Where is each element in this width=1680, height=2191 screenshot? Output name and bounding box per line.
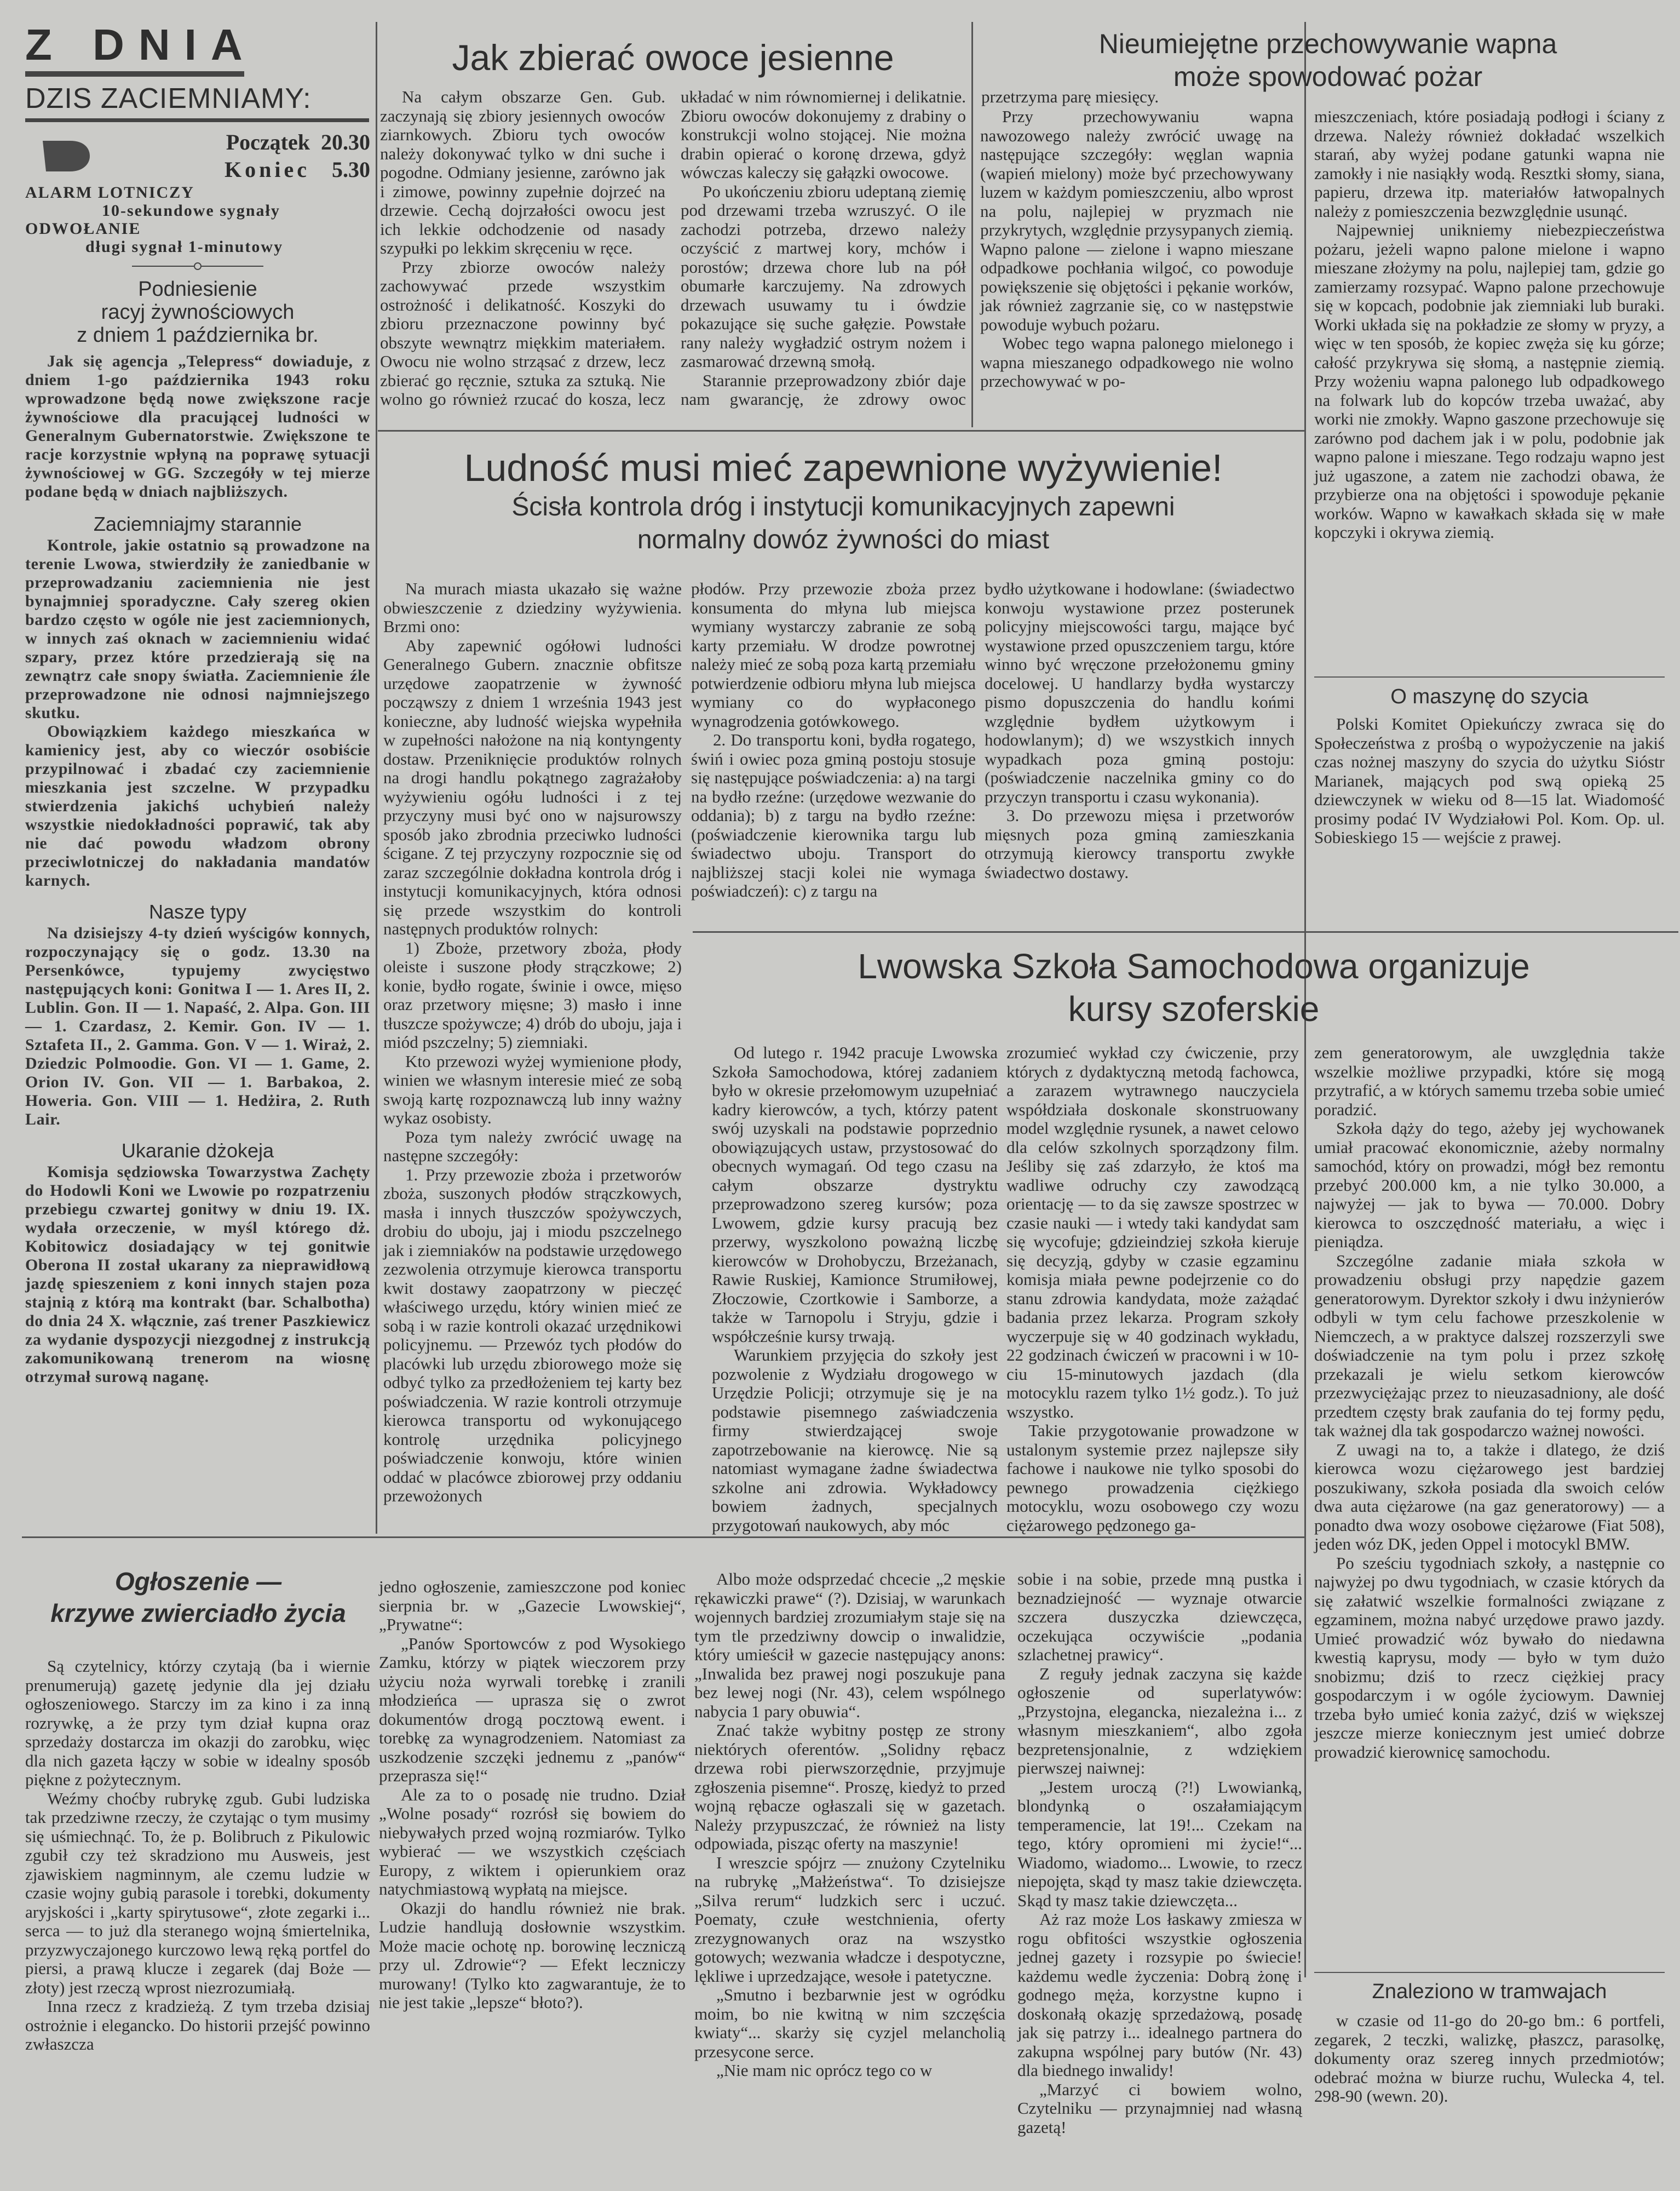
paragraph: I wreszcie spójrz — znużony Czytelniku na rubrykę „Małżeństwa“. To dzisiejsze „Silva rerum“ ludzkich serc i uczuć. Poematy, czułe westchnienia, oferty zrezygnowanych oraz na wszystko gotowych; wezwania władcze i despotyczne, lękliwe i uprzedzające, wesołe i patetyczne. (694, 1852, 1005, 1986)
ornament-divider (132, 262, 263, 270)
paragraph: zrozumieć wykład czy ćwiczenie, przy których z dydaktyczną metodą fachowca, a zarazem wytrawnego nauczyciela współdziała doskonale skonstruowany model względnie rysunek, a nawet celowo dla celów szkolnych sporządzony film. Jeśliby się zaś zdarzyło, że ktoś ma wadliwe odruchy czy zawodzącą orientację — to da się zawsze spostrzec w czasie nauki — i wtedy taki kandydat sam się wycofuje; gdzieindziej szkoła kieruje się decyzją, gdyby w czasie egzaminu komisja miała pewne podejrzenie co do stanu zdrowia kandydata, może zażądać badania przez lekarza. Program szkoły wyczerpuje się w 40 godzinach wykładu, 22 godzinach ćwiczeń w pracowni i w 10-ciu 15-minutowych jazdach (dla motocyklu razem tylko 1½ godz.). To już wszystko. (1006, 1043, 1299, 1421)
school-col-1 (712, 1043, 998, 1535)
found-body (1314, 2011, 1665, 2187)
paragraph: Inna rzecz z kradzieżą. Z tym trzeba dzisiaj ostrożnie i elegancko. Do historii przejść powinno zwłaszcza (25, 1997, 370, 2054)
blackout-title: Zaciemniajmy starannie (93, 513, 302, 535)
paragraph: „Jestem uroczą (?!) Lwowianką, blondynką o oszałamiającym temperamencie, lat 19!... Czekam na tego, który opromieni mi życie!“... Wiadomo, wiadomo... Lwowie, to rzecz niepojęta, skąd ty masz takie dziewczęta. Skąd ty masz takie dziewczęta... (1017, 1777, 1302, 1910)
title-line: kursy szoferskie (1068, 989, 1320, 1029)
rations-body (25, 352, 370, 501)
paragraph: Kontrole, jakie ostatnio są prowadzone na terenie Lwowa, stwierdziły że zaniedbanie w przeprowadzaniu zaciemnienia nie jest bynajmniej sporadyczne. Cały szereg okien bardzo często w ogóle nie jest zaciemnionych, w innych zaś oknach w zaciemnieniu widać szpary, przez które przedzierają się na zewnątrz całe snopy światła. Zaciemnienie źle przeprowadzone nie odnosi najmniejszego skutku. (25, 536, 370, 722)
rations-title (25, 278, 370, 347)
paragraph: mieszczeniach, które posiadają podłogi i ściany z drzewa. Należy również dokładać wszelkich starań, aby wyżej podane gatunki wapna nie zamokły i nie nasiąkły wodą. Resztki słomy, siana, papieru, drzewa itp. materiałów łatwopalnych należy z pomieszczenia bezwzględnie usunąć. (1314, 107, 1665, 221)
paragraph: „Panów Sportowców z pod Wysokiego Zamku, którzy w piątek wieczorem przy użyciu noża wyrwali torebkę i zranili młodzieńca — uprasza się o zwrot dokumentów drogą pocztową ewent. i torebkę za wynagrodzeniem. Natomiast za uszkodzenie szczęki jednemu z „panów“ przeprasza się!“ (379, 1633, 686, 1785)
paragraph: Są czytelnicy, którzy czytają (ba i wiernie prenumerują) gazetę jedynie dla jej działu ogłoszeniowego. Starczy im za kino i za inną rozrywkę, a że przy tym dział kupna oraz sprzedaży dostarcza im okazji do zarobku, więc dla nich gazeta łączy w sobie w idealny sposób piękne z pożytecznym. (25, 1656, 370, 1789)
tips-title: Nasze typy (148, 901, 247, 923)
paragraph: Aby zapewnić ogółowi ludności Generalnego Gubern. znacznie obfitsze urzędowe zaopatrzenie w żywność począwszy z dniem 1 września 1943 jest konieczne, aby ludność wiejska wypełniła w zupełności nałożone na nią kontyngenty dostaw. Przeniknięcie produktów rolnych na drogi handlu pokątnego zagrażałoby wyżywieniu ogółu ludności i z tej przyczyny musi być ono w najsurowszy sposób jako zbrodnia przeciwko ludności ścigane. Z tej przyczyny rozpocznie się od zaraz szczególnie dokładna kontrola dróg i instytucji komunikacyjnych, która odnosi się przede wszystkim do kontroli następnych produktów rolnych: (383, 635, 682, 938)
food-headline (383, 445, 1303, 576)
paragraph: Komisja sędziowska Towarzystwa Zachęty do Hodowli Koni we Lwowie po rozpatrzeniu przebiegu czwartej gonitwy w dniu 19. IX. wydała orzeczenie, w myśl którego dż. Kobitowicz dosiadający w tej gonitwie Oberona II został ukarany za nieprawidłową jazdę spieszeniem z koni innych stajen poza stajnią z którą ma kontrakt (bar. Schalbotha) do dnia 24 X. włącznie, zaś trener Paszkiewicz za wydanie dyspozycji niezgodnej z instrukcją zakomunikowaną trenerom na wiosnę otrzymał surową naganę. (25, 1163, 370, 1386)
title-line: Ogłoszenie — (114, 1567, 282, 1596)
food-subtitle-line: Ścisła kontrola dróg i instytucji komunikacyjnych zapewni (511, 492, 1175, 521)
paragraph: Szczególne zadanie miała szkoła w prowadzeniu obsługi przy napędzie gazem generatorowym. Dyrektor szkoły i dwu inżynierów odbyli w tym celu fachowe przeszkolenie w Niemczech, a w praktyce dalszej rozszerzyli swe doświadczenie na tym polu i przez szkołę przekazali je wielu setkom kierowców przezwyciężając przez to nieuzasadniony, ale dość przedtem częsty brak zaufania do tej formy pędu, tak ważnej dla tak gospodarczo ważnej nowości. (1314, 1251, 1665, 1440)
fruit-title: Jak zbierać owoce jesienne (452, 37, 894, 78)
blackout-body (25, 536, 370, 890)
school-col-2 (1006, 1043, 1299, 1535)
tips-body (25, 924, 370, 1129)
ads-title (25, 1565, 371, 1629)
paragraph: Ale za to o posadę nie trudno. Dział „Wolne posady“ rozrósł się bowiem do niebywałych przed wojną rozmiarów. Tylko wybierać — we wszystkich częściach Europy, z wiktem i opierunkiem oraz natychmiastową wypłatą na miejsce. (379, 1785, 686, 1899)
blackout-times (25, 129, 370, 183)
paragraph: Albo może odsprzedać chcecie „2 męskie rękawiczki prawe“ (?). Dzisiaj, w warunkach wojennych bardziej zrozumiałym staje się na tym tle przedziwny dowcip o inwalidzie, który umieścił w gazecie następujący anons: „Inwalida bez prawej nogi poszukuje pana bez lewej nogi (Nr. 43), celem wspólnego nabycia 1 pary obuwia“. (694, 1569, 1005, 1721)
section-title: Z DNIA (25, 20, 257, 69)
section-rule (378, 430, 1304, 432)
section-rule (22, 1536, 1304, 1538)
ads-col-2 (379, 1578, 686, 2188)
paragraph: Po ukończeniu zbioru udeptaną ziemię pod drzewami trzeba wzruszyć. O ile zachodzi potrzeba, drzewo należy oczyścić z martwej kory, mchów i porostów; drzewa chore lub na pół obumarłe karczujemy. Na zdrowych drzewach usuwamy tu i ówdzie pokazujące się suche gałęzie. Powstałe rany należy wygładzić ostrym nożem i zasmarować drzewną smołą. (681, 181, 966, 371)
cancel-label: ODWOŁANIE (25, 220, 141, 238)
paragraph: 1) Zboże, przetwory zboża, płody oleiste i suszone płody strączkowe; 2) konie, bydło rogate, świnie i owce, mięso oraz przetwory mięsne; 3) masło i inne tłuszcze spożywcze; 4) drób do uboju, jaja i miód pszczelny; 5) ziemniaki. (383, 938, 682, 1052)
paragraph: 2. Do transportu koni, bydła rogatego, świń i owiec poza gminą postoju stosuje się następujące poświadczenia: a) na targi na bydło rzeźne: (urzędowe wezwanie do oddania); b) z targu na bydło rzeźne: (poświadczenie kierownika targu lub świadectwo uboju. Transport do najbliższej stacji kolei nie wymaga poświadczeń): c) z targu na (691, 730, 976, 901)
lime-col-1 (980, 107, 1293, 426)
title-line: Lwowska Szkoła Samochodowa organizuje (858, 947, 1530, 986)
paragraph: Obowiązkiem każdego mieszkańca w kamienicy jest, aby co wieczór osobiście przypilnować i zbadać czy zaciemnienie mieszkania jest szczelne. W przypadku stwierdzenia jakichś uchybień należy wszystkie niedokładności poprawić, tak aby nie dać powodu władzom obrony przeciwlotniczej do nakładania mandatów karnych. (25, 722, 370, 890)
paragraph: 3. Do przewozu mięsa i przetworów mięsnych poza gminą zamieszkania otrzymują kierowcy transportu zwykłe świadectwo dostawy. (985, 806, 1294, 882)
ads-col-4 (1017, 1570, 1302, 2189)
title-line: krzywe zwierciadło życia (50, 1599, 346, 1627)
section-rule (1314, 676, 1665, 678)
left-column (25, 22, 370, 1531)
paragraph: 1. Przy przewozie zboża i przetworów zboża, suszonych płodów strączkowych, masła i innych tłuszczów spożywczych, drobiu do uboju, jaj i miodu pszczelnego jak i ziemniaków na podstawie urzędowego zezwolenia otrzymuje kierowca transportu kwit dostawy zaopatrzony w pieczęć właściwego urzędu, który winien mieć ze sobą i w razie kontroli okazać urzędnikowi policyjnemu. — Przewóz tych płodów do placówki lub urzędu zbiorowego może się odbyć tylko za przedłożeniem tej karty bez poświadczenia. W razie kontroli otrzymuje kierowca transportu od wykonującego kontrolę urzędnika policyjnego poświadczenie konwoju, które winien oddać w placówce zbiorowej przy oddaniu przewożonych (383, 1165, 682, 1505)
paragraph: Od lutego r. 1942 pracuje Lwowska Szkoła Samochodowa, której zadaniem było w okresie przełomowym uzupełniać kadry kierowców, a tych, którzy patent swój uzyskali na podstawie poprzednio obowiązujących ustaw, przystosować do obecnych wymagań. Od tego czasu na całym obszarze dystryktu przeprowadzono szereg kursów; poza Lwowem, gdzie kursy pracują bez przerwy, wyszkolono poważną liczbę kierowców w Drohobyczu, Brzeżanach, Rawie Ruskiej, Kamionce Strumiłowej, Złoczowie, Czortkowie i Samborze, a także w Tarnopolu i Stryju, gdzie i współcześnie kursy trwają. (712, 1043, 998, 1346)
food-col-2 (691, 580, 976, 925)
school-title (712, 945, 1676, 1030)
paragraph: Z reguły jednak zaczyna się każde ogłoszenie od superlatywów: „Przystojna, elegancka, niezależna i... z własnym mieszkaniem“, albo zgoła bezpretensjonalnie, z wdziękiem pierwszej naiwnej: (1017, 1664, 1302, 1777)
paragraph: „Nie mam nic oprócz tego co w (716, 2061, 933, 2080)
column-rule (376, 22, 377, 1534)
paragraph: jedno ogłoszenie, zamieszczone pod koniec sierpnia br. w „Gazecie Lwowskiej“, „Prywatne“: (379, 1577, 686, 1634)
food-title: Ludność musi mieć zapewnione wyżywienie! (464, 446, 1223, 489)
school-col-3 (1314, 1043, 1665, 1969)
cancel-signal: długi sygnał 1-minutowy (85, 238, 284, 256)
paragraph: Jak się agencja „Telepress“ dowiaduje, z dniem 1-go października 1943 roku wprowadzone będą nowe zwiększone racje żywnościowe dla pracującej ludności w Generalnym Gubernatorstwie. Zwiększone te racje korzystnie wpłyną na poprawę sytuacji żywnościowej w GG. Szczegóły w tej mierze podane będą w dniach najbliższych. (25, 352, 370, 501)
paragraph: Na całym obszarze Gen. Gub. zaczynają się zbiory jesiennych owoców ziarnkowych. Zbioru tych owoców należy dokonywać tylko w dni suche i pogodne. Odmiany jesienne, zarówno jak i zimowe, powinny zupełnie dojrzeć na drzewie. Cechą dojrzałości owocu jest ich lekkie odchodzenie od nasady szypułki po lekkim skręceniu w ręce. (380, 87, 665, 257)
paragraph: Polski Komitet Opiekuńczy zwraca się do Społeczeństwa z prośbą o wypożyczenie na jakiś czas nożnej maszyny do szycia do użytku Sióstr Marianek, mających pod swą opieką 25 dziewczynek w wieku od 8—15 lat. Wiadomość prosimy podać IV Wydziałowi Pol. Kom. Op. ul. Sobieskiego 15 — wejście z prawej. (1314, 714, 1665, 847)
paragraph: Najpewniej unikniemy niebezpieczeństwa pożaru, jeżeli wapno palone mielone i wapno mieszane złożymy na polu, najlepiej tam, gdzie go zamierzamy rozsypać. Wapno palone przechowuje się w kopcach, podobnie jak ziemniaki lub buraki. Worki układa się na pokładzie ze słomy w pryzy, a więc w ten sposób, że kopiec zwęża się ku górze; całość przykrywa się słomą, a następnie ziemią. Przy wożeniu wapna palonego lub odpadkowego na folwark lub do kopców trzeba uważać, aby worki nie zmokły. Wapno gaszone przechowuje się zarówno pod dachem jak i w polu, podobnie jak wapno palone i mieszane. Tego rodzaju wapno jest już ugaszone, a zatem nie zachodzi obawa, że przybierze ona na objętości i spowoduje pękanie worków. Wapno w kawałkach składa się w małe kopczyki i okrywa ziemią. (1314, 220, 1665, 542)
jockey-title: Ukaranie dżokeja (121, 1139, 274, 1162)
ads-col-1 (25, 1657, 370, 2188)
title-line: może spowodować pożar (1173, 61, 1483, 92)
end-time: 5.30 (332, 157, 370, 182)
paragraph: Przy zbiorze owoców należy zachowywać przede wszystkim ostrożność i delikatność. Koszyki do zbioru przeznaczone powinny być obszyte wewnątrz miękkim materiałem. Owocu nie wolno strząsać z drzew, lecz zbierać go ręcznie, sztuka za sztuką. Nie wolno go również rzucać do kosza, lecz układać w nim równomiernej i delikatnie. Zbioru owoców dokonujemy z drabiny o konstrukcji wolno stojącej. Nie można drabin opierać o koronę drzewa, gdyż wówczas kaleczy się gałązki owocowe. (380, 87, 966, 409)
paragraph: Szkoła dąży do tego, ażeby jej wychowanek umiał pracować ekonomicznie, ażeby normalny samochód, który on prowadzi, mógł bez remontu przebyć 200.000 km, a nie tylko 30.000, a najwyżej — jak to bywa — 70.000. Dobry kierowca to oszczędność materiału, a więc i pieniądza. (1314, 1119, 1665, 1251)
jockey-body (25, 1163, 370, 1386)
paragraph: Przy przechowywaniu wapna nawozowego należy zwrócić uwagę na następujące szczegóły: węglan wapnia (wapień mielony) może być przechowywany luzem w każdym pomieszczeniu, albo wprost na polu, najlepiej w pryzmach nie przykrytych, względnie przysypanych ziemią. Wapno palone — zielone i wapno mieszane odpadkowe pochłania wilgoć, co powoduje powiększenie się objętości i pękanie worków, jak również zagrzanie się, co w następstwie powoduje wybuch pożaru. (980, 107, 1293, 334)
end-label: Koniec (225, 157, 310, 182)
title-line: Podniesienie (138, 278, 257, 301)
section-rule (693, 931, 1678, 933)
heading-bar (25, 118, 369, 122)
paragraph: Starannie przeprowadzony zbiór daje nam gwarancję, że zdrowy owoc przetrzyma parę miesięcy. (681, 87, 1159, 409)
title-line: z dniem 1 października br. (77, 324, 319, 347)
lime-col-2 (1314, 107, 1665, 672)
start-time: 20.30 (321, 130, 370, 154)
alarm-label: ALARM LOTNICZY (25, 183, 194, 202)
paragraph: Okazji do handlu również nie brak. Ludzie handlują dosłownie wszystkim. Może macie ochotę np. borowinę leczniczą przy ul. Zdrowie“? — Efekt leczniczy murowany! (Tylko kto zagwarantuje, że to nie jest takie „lepsze“ błoto?). (379, 1898, 686, 2012)
paragraph: Takie przygotowanie prowadzone w ustalonym systemie przez najlepsze siły fachowe i naukowe nie tylko sposobi do pewnego prowadzenia ciężkiego motocyklu, wozu osobowego czy wozu ciężarowego pędzonego ga- (1006, 1421, 1299, 1535)
title-bar (25, 71, 244, 77)
paragraph: Warunkiem przyjęcia do szkoły jest pozwolenie z Wydziału drogowego w Urzędzie Policji; otrzymuje się je na podstawie pisemnego zaświadczenia firmy stwierdzającej swoje zapotrzebowanie na kierowcę. Nie są natomiast wymagane żadne świadectwa szkolne ani zdrowia. Wykładowcy bowiem żadnych, specjalnych przygotowań naukowych, aby móc (712, 1345, 998, 1535)
paragraph: „Smutno i bezbarwnie jest w ogródku moim, bo nie kwitną w nim szczęścia kwiaty“... skarży się cyzjel melancholią przesycone serce. (694, 1985, 1005, 2061)
section-rule (1314, 1972, 1665, 1973)
paragraph: Wobec tego wapna palonego mielonego i wapna mieszanego odpadkowego nie wolno przechowywać w po- (980, 334, 1293, 391)
paragraph: Na dzisiejszy 4-ty dzień wyścigów konnych, rozpoczynający się o godz. 13.30 na Persenkówce, typujemy zwycięstwo następujących koni: Gonitwa I — 1. Ares II, 2. Lublin. Gon. II — 1. Napaść, 2. Alpa. Gon. III — 1. Czardasz, 2. Kemir. Gon. IV — 1. Sztafeta II., 2. Gamma. Gon. V — 1. Wiraż, 2. Dziedzic Polmoodie. Gon. VI — 1. Game, 2. Orion IV. Gon. VII — 1. Barbakoa, 2. Howeria. Gon. VIII — 1. Hedżira, 2. Ruth Lair. (25, 924, 370, 1128)
lime-title (980, 27, 1676, 93)
paragraph: w czasie od 11-go do 20-go bm.: 6 portfeli, zegarek, 2 teczki, walizkę, płaszcz, parasolkę, dokumenty oraz szereg innych przedmiotów; odebrać można w biurze ruchu, Wulecka 4, tel. 298-90 (wewn. 20). (1314, 2011, 1665, 2106)
sewing-body (1314, 715, 1665, 926)
paragraph: Z uwagi na to, a także i dlatego, że dziś kierowca wozu ciężarowego jest bardziej poszukiwany, szkoła posiada dla swoich celów dwa auta ciężarowe (na gaz generatorowy) — a ponadto dwa wozy osobowe ciężarowe (Fiat 508), jeden wóz DK, jeden Oppel i motocykl BMW. (1314, 1439, 1665, 1553)
start-label: Początek (226, 130, 310, 154)
paragraph: Aż raz może Los łaskawy zmiesza w rogu obfitości wszystkie ogłoszenia jednej gazety i rozsypie po świecie! każdemu wedle życzenia: Dobrą żonę i godnego męża, korzystne kupno i doskonałą okazję sprzedażową, posadę jak się patrzy i... idealnego partnera do zakupna wspólnej pary butów (Nr. 43) dla biednego inwalidy! (1017, 1909, 1302, 2080)
paragraph: Poza tym należy zwrócić uwagę na następne szczegóły: (383, 1127, 682, 1165)
alarm-signal: 10-sekundowe sygnały (102, 202, 280, 220)
title-line: racyj żywnościowych (101, 301, 295, 324)
paragraph: „Marzyć ci bowiem wolno, Czytelniku — przynajmniej nad własną gazetą! (1017, 2079, 1302, 2137)
blackout-heading: DZIS ZACIEMNIAMY: (25, 83, 312, 114)
sewing-title: O maszynę do szycia (1390, 685, 1589, 708)
paragraph: sobie i na sobie, przede mną pustka i beznadziejność — wyznaje otwarcie szczera duszyczka dziewczęca, oczekująca oczywiście „podania szlachetnej prawicy“. (1017, 1569, 1302, 1664)
paragraph: płodów. Przy przewozie zboża przez konsumenta do młyna lub miejsca wymiany wystarczy zabranie ze sobą karty przemiału. W drodze powrotnej należy mieć ze sobą poza kartą przemiału potwierdzenie odbioru młyna lub miejsca wymiany co do wypłaconego wynagrodzenia gotówkowego. (691, 579, 976, 731)
title-line: Nieumiejętne przechowywanie wapna (1098, 28, 1557, 59)
food-subtitle-line: normalny dowóz żywności do miast (637, 525, 1050, 554)
paragraph: Po sześciu tygodniach szkoły, a następnie co najwyżej po dwu tygodniach, w czasie których da się załatwić wszelkie formalności związane z egzaminem, można nabyć urzędowe prawo jazdy. Umieć prowadzić wóz bywało do niedawna kwestią kaprysu, mody — było w tym dużo snobizmu; dziś to rzecz ciężkiej pracy gospodarczym i w ogóle życiowym. Dawniej trzeba było umieć konia zażyć, dziś w większej jeszcze mierze koniecznym jest umieć dobrze prowadzić kierownicę samochodu. (1314, 1553, 1665, 1762)
paragraph: bydło użytkowane i hodowlane: (świadectwo konwoju wystawione przez posterunek policyjny miejscowości targu, mające być wystawione przed opuszczeniem targu, które winno być wręczone przełożonemu gminy docelowej. U handlarzy bydła wystarczy pismo dopuszczenia do handlu końmi względnie bydłem użytkowym i hodowlanym); d) we wszystkich innych wypadkach poza gminą postoju: (poświadczenie naczelnika gminy co do przyczyn transportu i czasu wykonania). (985, 579, 1294, 806)
column-rule (971, 22, 973, 427)
paragraph: Kto przewozi wyżej wymienione płody, winien we własnym interesie mieć ze sobą swoją kartę rozpoznawczą lub inny ważny wykaz osobisty. (383, 1051, 682, 1127)
food-col-3 (985, 580, 1294, 925)
food-col-1 (383, 580, 682, 1533)
ads-col-3 (694, 1570, 1005, 2189)
paragraph: Na murach miasta ukazało się ważne obwieszczenie z dziedziny wyżywienia. Brzmi ono: (383, 579, 682, 636)
found-title: Znaleziono w tramwajach (1372, 1980, 1607, 2003)
air-raid-icon (42, 140, 91, 173)
paragraph: zem generatorowym, ale uwzględnia także wszelkie możliwe przypadki, które się mogą przytrafić, a w których samemu trzeba sobie umieć poradzić. (1314, 1043, 1665, 1119)
paragraph: Weźmy choćby rubrykę zgub. Gubi ludziska tak przedziwne rzeczy, że czytając o tym musimy się uśmiechnąć. To, że p. Bolibruch z Pikulowic zgubił czy też skradziono mu Ausweis, jest zjawiskiem nagminnym, ale czemu ludzie w czasie wojny gubią parasole i torebki, dokumenty aryjskości i „karty spirytusowe“, złote zegarki i... serca — to już dla steranego wojną śmiertelnika, przyzwyczajonego kurczowo lewą ręką portfel do piersi, a prawą klucze i zegarek (daj Boże — złoty) jest rzeczą wprost niezrozumiałą. (25, 1788, 370, 1997)
paragraph: Znać także wybitny postęp ze strony niektórych oferentów. „Solidny rębacz drzewa robi pierwszorzędnie, przyjmuje zgłoszenia pisemne“. Proszę, kiedyż to przed wojną rębacze ogłaszali się w gazetach. Należy przypuszczać, że również na listy odpowiada, pisząc oferty na maszynie! (694, 1720, 1005, 1853)
